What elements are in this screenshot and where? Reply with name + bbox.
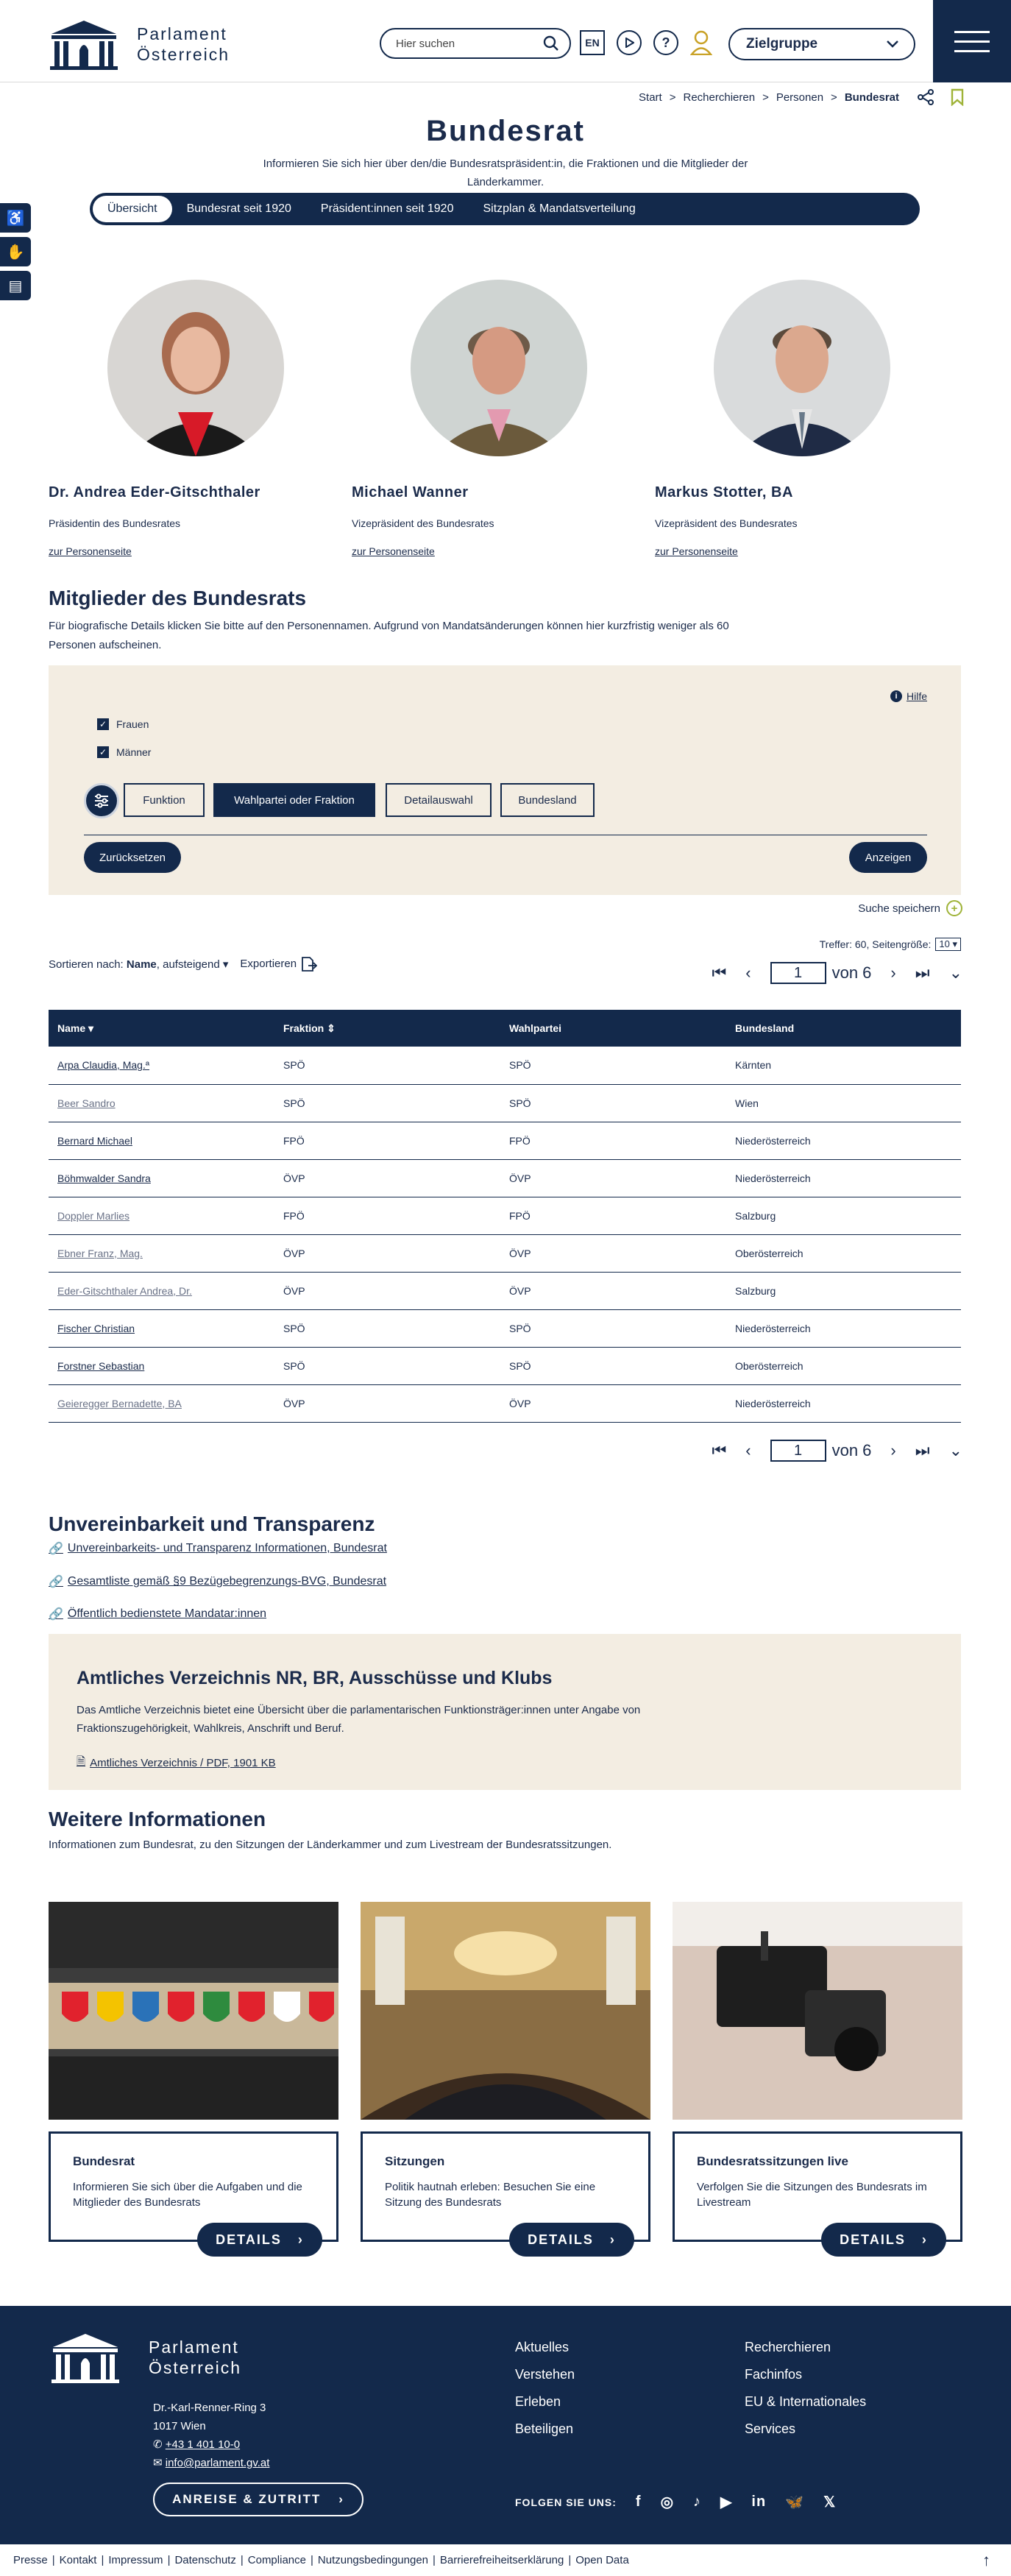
first-page-icon[interactable]: ⏮	[712, 963, 727, 982]
site-header	[0, 0, 1011, 82]
table-row	[49, 1347, 961, 1384]
official-directory-box	[49, 1634, 961, 1790]
col-header-fraktion-label: Fraktion	[283, 1022, 324, 1034]
sign-language-icon[interactable]: ✋	[0, 237, 31, 266]
play-icon[interactable]	[617, 30, 642, 55]
presidium-card	[655, 280, 934, 558]
details-label: DETAILS	[528, 2232, 594, 2247]
person-page-link[interactable]: zur Personenseite	[352, 545, 435, 557]
page-size-select[interactable]: 10 ▾	[935, 938, 961, 951]
cell-wahlpartei: SPÖ	[500, 1309, 726, 1347]
card-image	[361, 1902, 650, 2120]
page-number-input[interactable]: 1	[770, 1440, 826, 1462]
sort-bar	[49, 955, 317, 973]
help-icon[interactable]: ?	[653, 30, 678, 55]
checkbox-men-label: Männer	[116, 746, 152, 758]
cell-fraktion: ÖVP	[274, 1159, 500, 1197]
bookmark-icon[interactable]	[951, 88, 964, 106]
person-name: Michael Wanner	[352, 484, 469, 500]
checkbox-men[interactable]	[97, 746, 151, 758]
presidium-card	[49, 280, 328, 558]
legal-link-presse[interactable]: Presse	[13, 2554, 48, 2566]
info-card	[361, 1902, 650, 2247]
cell-wahlpartei: ÖVP	[500, 1159, 726, 1197]
export-button[interactable]	[240, 955, 317, 973]
cell-bundesland: Niederösterreich	[726, 1122, 961, 1159]
site-footer	[0, 2306, 1011, 2544]
logo-line-1: Parlament	[137, 24, 227, 43]
official-directory-text: Das Amtliche Verzeichnis bietet eine Übersicht über die parlamentarischen Funktionsträger:innen unter Angabe von Fraktionszugehörigkeit, Wahlkreis, Anschrift und Beruf.	[77, 1704, 641, 1735]
breadcrumb-recherchieren[interactable]: Recherchieren	[683, 91, 756, 104]
scroll-top-arrow-icon[interactable]: ↑	[982, 2551, 990, 2569]
first-page-icon[interactable]: ⏮	[712, 1441, 727, 1459]
cell-wahlpartei: FPÖ	[500, 1122, 726, 1159]
phone-link[interactable]: +43 1 401 10-0	[165, 2438, 241, 2451]
member-name-link[interactable]: Böhmwalder Sandra	[49, 1159, 274, 1197]
footer-link-fachinfos[interactable]: Fachinfos	[745, 2367, 803, 2382]
prev-page-icon[interactable]: ‹	[745, 963, 751, 982]
info-icon: i	[890, 690, 902, 702]
card-description: Verfolgen Sie die Sitzungen des Bundesrats im Livestream	[697, 2181, 927, 2209]
legal-link-open-data[interactable]: Open Data	[575, 2554, 629, 2566]
table-row	[49, 1197, 961, 1234]
tab-bundesrat-seit-1920[interactable]: Bundesrat seit 1920	[186, 202, 291, 215]
cell-fraktion: ÖVP	[274, 1234, 500, 1272]
page-total: von 6	[831, 1441, 872, 1459]
results-count: Treffer: 60, Seitengröße:	[819, 938, 932, 950]
transparency-link[interactable]	[49, 1541, 387, 1556]
logo-line-2: Österreich	[137, 45, 230, 64]
info-card	[673, 1902, 962, 2247]
export-icon	[299, 955, 317, 973]
members-heading: Mitglieder des Bundesrats	[49, 587, 307, 609]
person-photo[interactable]	[411, 280, 587, 456]
hamburger-menu-button[interactable]	[933, 0, 1011, 82]
breadcrumb-personen[interactable]: Personen	[776, 91, 824, 104]
breadcrumb-current: Bundesrat	[844, 91, 899, 104]
card-description: Politik hautnah erleben: Besuchen Sie eine Sitzung des Bundesrats	[385, 2181, 596, 2209]
member-name-link[interactable]: Ebner Franz, Mag.	[49, 1234, 274, 1272]
link-icon: 🔗	[49, 1543, 63, 1555]
member-name-link[interactable]: Forstner Sebastian	[49, 1347, 274, 1384]
cell-bundesland: Salzburg	[726, 1197, 961, 1234]
tab-praesidentinnen[interactable]: Präsident:innen seit 1920	[320, 202, 454, 215]
member-name-link[interactable]: Geieregger Bernadette, BA	[49, 1384, 274, 1422]
col-header-name[interactable]: Name ▾	[49, 1010, 274, 1047]
cell-bundesland: Niederösterreich	[726, 1309, 961, 1347]
checkbox-women[interactable]	[97, 718, 149, 730]
instagram-icon[interactable]: ◎	[660, 2494, 675, 2510]
info-card	[49, 1902, 338, 2247]
sort-select[interactable]	[49, 958, 228, 971]
transparency-link-label: Unvereinbarkeits- und Transparenz Informationen, Bundesrat	[67, 1542, 387, 1554]
member-name-link[interactable]: Fischer Christian	[49, 1309, 274, 1347]
card-title: Bundesratssitzungen live	[697, 2154, 848, 2168]
checkmark-icon: ✓	[97, 746, 109, 758]
footer-logo-line-1: Parlament	[149, 2338, 239, 2357]
sort-value: Name	[126, 958, 157, 971]
page-total: von 6	[831, 963, 872, 982]
table-row	[49, 1047, 961, 1084]
card-image	[49, 1902, 338, 2120]
checkmark-icon: ✓	[97, 718, 109, 730]
member-name-link[interactable]: Doppler Marlies	[49, 1197, 274, 1234]
accessibility-icon[interactable]: ♿	[0, 203, 31, 233]
table-row	[49, 1234, 961, 1272]
link-icon: 🔗	[49, 1608, 63, 1621]
page-size-value: 10	[939, 938, 950, 949]
facebook-icon[interactable]: f	[635, 2494, 642, 2510]
person-name: Markus Stotter, BA	[655, 484, 793, 500]
youtube-icon[interactable]: ▶	[720, 2494, 733, 2510]
cell-fraktion: FPÖ	[274, 1197, 500, 1234]
card-image	[673, 1902, 962, 2120]
filter-detailauswahl-button[interactable]: Detailauswahl	[386, 783, 492, 817]
page-intro: Informieren Sie sich hier über den/die Bundesratspräsident:in, die Fraktionen und die Mitglieder der Länderkammer.	[263, 158, 748, 188]
transparency-heading: Unvereinbarkeit und Transparenz	[49, 1512, 375, 1535]
anreise-button[interactable]	[153, 2483, 363, 2516]
card-title: Bundesrat	[73, 2154, 135, 2168]
person-photo[interactable]	[107, 280, 284, 456]
social-links	[515, 2493, 836, 2511]
search-icon[interactable]	[543, 35, 559, 52]
person-role: Vizepräsident des Bundesrates	[352, 517, 494, 529]
footer-link-recherchieren[interactable]: Recherchieren	[745, 2340, 831, 2354]
pagination-top	[712, 962, 962, 984]
col-header-fraktion[interactable]: Fraktion ⇕	[274, 1010, 500, 1047]
cell-fraktion: ÖVP	[274, 1384, 500, 1422]
cell-bundesland: Salzburg	[726, 1272, 961, 1309]
bedienstete-link[interactable]	[49, 1607, 266, 1621]
legal-link-barrierefreiheit[interactable]: Barrierefreiheitserklärung	[439, 2554, 564, 2566]
cell-fraktion: SPÖ	[274, 1347, 500, 1384]
footer-link-beteiligen[interactable]: Beteiligen	[515, 2421, 574, 2436]
official-directory-pdf-link[interactable]	[77, 1754, 933, 1772]
cell-bundesland: Oberösterreich	[726, 1234, 961, 1272]
follow-label: FOLGEN SIE UNS:	[515, 2496, 617, 2508]
table-row	[49, 1272, 961, 1309]
legal-link-nutzungsbedingungen[interactable]: Nutzungsbedingungen	[317, 2554, 429, 2566]
save-search-label: Suche speichern	[858, 902, 940, 915]
cell-fraktion: ÖVP	[274, 1272, 500, 1309]
presidium-card	[352, 280, 631, 558]
details-label: DETAILS	[840, 2232, 906, 2247]
cell-bundesland: Oberösterreich	[726, 1347, 961, 1384]
col-header-bundesland: Bundesland	[726, 1010, 961, 1047]
chevron-right-icon: ›	[297, 2232, 304, 2247]
cell-fraktion: FPÖ	[274, 1122, 500, 1159]
member-name-link[interactable]: Bernard Michael	[49, 1122, 274, 1159]
table-row	[49, 1084, 961, 1122]
next-page-icon[interactable]: ›	[890, 963, 896, 982]
breadcrumb: Start > Recherchieren > Personen > Bundesrat	[639, 88, 964, 106]
cell-wahlpartei: SPÖ	[500, 1347, 726, 1384]
bedienstete-link-label: Öffentlich bedienstete Mandatar:innen	[67, 1607, 267, 1620]
accessibility-toolbar	[0, 203, 31, 300]
table-row	[49, 1384, 961, 1422]
tab-sitzplan[interactable]: Sitzplan & Mandatsverteilung	[483, 202, 636, 215]
table-row	[49, 1159, 961, 1197]
table-row	[49, 1122, 961, 1159]
footer-link-eu[interactable]: EU & Internationales	[745, 2394, 867, 2409]
results-info	[820, 938, 961, 951]
filter-sliders-icon[interactable]	[84, 783, 119, 818]
prev-page-icon[interactable]: ‹	[745, 1441, 751, 1459]
cell-wahlpartei: ÖVP	[500, 1384, 726, 1422]
sort-label: Sortieren nach:	[49, 958, 124, 971]
cell-wahlpartei: ÖVP	[500, 1272, 726, 1309]
legal-link-datenschutz[interactable]: Datenschutz	[174, 2554, 236, 2566]
footer-nav-col-1	[515, 2334, 575, 2443]
details-button[interactable]	[821, 2223, 946, 2257]
parliament-building-icon	[47, 18, 121, 71]
footer-link-verstehen[interactable]: Verstehen	[515, 2367, 575, 2382]
mail-icon: ✉	[153, 2457, 166, 2469]
legal-link-compliance[interactable]: Compliance	[247, 2554, 306, 2566]
cell-fraktion: SPÖ	[274, 1309, 500, 1347]
chevron-down-icon[interactable]: ⌄	[948, 1441, 962, 1459]
official-directory-title: Amtliches Verzeichnis NR, BR, Ausschüsse und Klubs	[77, 1668, 553, 1688]
legal-links-bar: Presse | Kontakt | Impressum | Datenschutz | Compliance | Nutzungsbedingungen | Barrierefreiheitserklärung | Open Data	[0, 2544, 1011, 2576]
reset-button[interactable]: Zurücksetzen	[84, 842, 181, 873]
target-group-label: Zielgruppe	[746, 36, 818, 52]
sort-direction: , aufsteigend	[156, 958, 220, 971]
plus-icon: +	[946, 900, 962, 916]
last-page-icon[interactable]: ⏭	[915, 1441, 930, 1459]
col-header-wahlpartei: Wahlpartei	[500, 1010, 726, 1047]
footer-link-aktuelles[interactable]: Aktuelles	[515, 2340, 570, 2354]
chevron-right-icon: ›	[338, 2492, 344, 2506]
linkedin-icon[interactable]: in	[751, 2494, 767, 2510]
language-button[interactable]: EN	[580, 30, 605, 55]
filter-bundesland-button[interactable]: Bundesland	[500, 783, 595, 817]
caret-down-icon: ▾	[222, 958, 229, 971]
more-info-description: Informationen zum Bundesrat, zu den Sitzungen der Länderkammer und zum Livestream der Bundesratssitzungen.	[49, 1839, 612, 1851]
table-row	[49, 1309, 961, 1347]
filter-funktion-button[interactable]: Funktion	[124, 783, 205, 817]
target-group-select[interactable]	[728, 28, 915, 60]
parliament-logo[interactable]	[47, 18, 230, 71]
user-icon[interactable]	[689, 30, 714, 55]
address-city: 1017 Wien	[153, 2420, 206, 2432]
chevron-right-icon: ›	[609, 2232, 616, 2247]
search-placeholder: Hier suchen	[396, 37, 455, 50]
person-role: Präsidentin des Bundesrates	[49, 517, 180, 529]
cell-bundesland: Niederösterreich	[726, 1159, 961, 1197]
checkbox-women-label: Frauen	[116, 718, 149, 730]
footer-logo-line-2: Österreich	[149, 2358, 242, 2377]
details-button[interactable]	[197, 2223, 322, 2257]
person-page-link[interactable]: zur Personenseite	[49, 545, 132, 557]
parliament-building-icon	[49, 2331, 122, 2384]
filter-wahlpartei-button[interactable]: Wahlpartei oder Fraktion	[213, 783, 375, 817]
email-link[interactable]: info@parlament.gv.at	[165, 2457, 270, 2469]
person-name: Dr. Andrea Eder-Gitschthaler	[49, 484, 260, 500]
cell-wahlpartei: FPÖ	[500, 1197, 726, 1234]
member-name-link[interactable]: Eder-Gitschthaler Andrea, Dr.	[49, 1272, 274, 1309]
tab-bar	[90, 193, 920, 225]
footer-address	[153, 2399, 269, 2472]
col-header-name-label: Name	[57, 1022, 86, 1034]
save-search-button[interactable]	[858, 900, 962, 916]
footer-link-erleben[interactable]: Erleben	[515, 2394, 561, 2409]
cell-fraktion: SPÖ	[274, 1084, 500, 1122]
next-page-icon[interactable]: ›	[890, 1441, 896, 1459]
details-label: DETAILS	[216, 2232, 282, 2247]
link-icon: 🔗	[49, 1576, 63, 1588]
help-link[interactable]	[890, 690, 927, 702]
member-name-link[interactable]: Beer Sandro	[49, 1084, 274, 1122]
footer-nav-col-2	[745, 2334, 866, 2443]
search-input[interactable]	[380, 28, 571, 59]
x-icon[interactable]: 𝕏	[823, 2494, 837, 2510]
members-description: Für biografische Details klicken Sie bitte auf den Personennamen. Aufgrund von Mandatsänderungen können hier kurzfristig weniger als 60 Personen aufscheinen.	[49, 620, 729, 651]
cell-bundesland: Kärnten	[726, 1047, 961, 1084]
footer-logo[interactable]	[49, 2331, 241, 2384]
cell-bundesland: Wien	[726, 1084, 961, 1122]
person-role: Vizepräsident des Bundesrates	[655, 517, 798, 529]
breadcrumb-start[interactable]: Start	[639, 91, 662, 104]
share-icon[interactable]	[917, 89, 934, 105]
help-label: Hilfe	[906, 690, 927, 702]
gesamtliste-link[interactable]	[49, 1574, 386, 1589]
bluesky-icon[interactable]: 🦋	[785, 2494, 805, 2510]
tiktok-icon[interactable]: ♪	[693, 2494, 702, 2510]
anreise-label: ANREISE & ZUTRITT	[172, 2492, 322, 2506]
legal-link-impressum[interactable]: Impressum	[108, 2554, 163, 2566]
table-header-row	[49, 1010, 961, 1047]
address-street: Dr.-Karl-Renner-Ring 3	[153, 2402, 266, 2414]
member-name-link[interactable]: Arpa Claudia, Mag.ª	[49, 1047, 274, 1084]
gesamtliste-link-label: Gesamtliste gemäß §9 Bezügebegrenzungs-BVG, Bundesrat	[67, 1575, 387, 1588]
chevron-down-icon[interactable]: ⌄	[948, 963, 962, 982]
footer-link-services[interactable]: Services	[745, 2421, 796, 2436]
page-title: Bundesrat	[426, 115, 585, 147]
members-table	[49, 1010, 961, 1423]
legal-link-kontakt[interactable]: Kontakt	[59, 2554, 97, 2566]
person-page-link[interactable]: zur Personenseite	[655, 545, 738, 557]
chevron-down-icon	[886, 40, 899, 49]
pdf-file-icon: 🗎	[77, 1755, 86, 1768]
easy-language-icon[interactable]: ▤	[0, 271, 31, 300]
person-photo[interactable]	[714, 280, 890, 456]
details-button[interactable]	[509, 2223, 634, 2257]
more-info-heading: Weitere Informationen	[49, 1808, 266, 1830]
cell-wahlpartei: SPÖ	[500, 1084, 726, 1122]
card-title: Sitzungen	[385, 2154, 445, 2168]
cell-wahlpartei: SPÖ	[500, 1047, 726, 1084]
card-description: Informieren Sie sich über die Aufgaben und die Mitglieder des Bundesrats	[73, 2181, 302, 2209]
tab-uebersicht[interactable]: Übersicht	[93, 196, 172, 222]
filter-panel	[49, 665, 961, 895]
export-label: Exportieren	[240, 957, 297, 970]
show-button[interactable]: Anzeigen	[849, 842, 927, 873]
pdf-link-label: Amtliches Verzeichnis / PDF, 1901 KB	[90, 1757, 276, 1769]
chevron-right-icon: ›	[921, 2232, 928, 2247]
pagination-bottom	[712, 1440, 962, 1462]
cell-bundesland: Niederösterreich	[726, 1384, 961, 1422]
cell-wahlpartei: ÖVP	[500, 1234, 726, 1272]
page-number-input[interactable]: 1	[770, 962, 826, 984]
cell-fraktion: SPÖ	[274, 1047, 500, 1084]
last-page-icon[interactable]: ⏭	[915, 963, 930, 982]
phone-icon: ✆	[153, 2438, 166, 2451]
